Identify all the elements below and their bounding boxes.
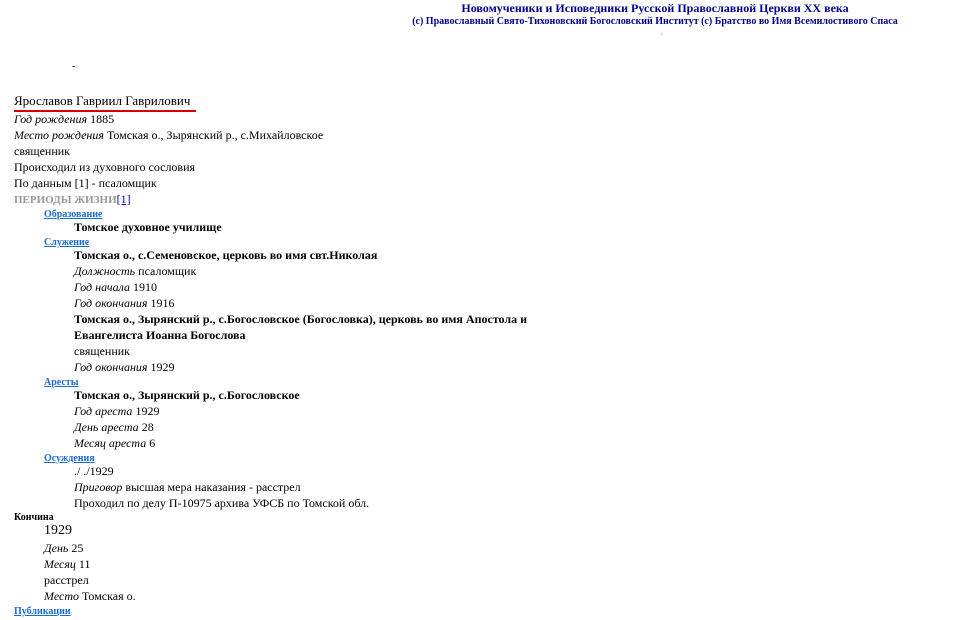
birth-place-label: Место рождения <box>14 128 104 142</box>
service-position-row <box>74 263 196 279</box>
sentences-link[interactable]: Осуждения <box>44 453 95 464</box>
origin-text: Происходил из духовного сословия <box>14 160 196 174</box>
death-month-row <box>44 556 90 572</box>
death-year: 1929 <box>44 523 72 538</box>
death-heading: Кончина <box>14 512 54 523</box>
sentence-verdict-label: Приговор <box>74 480 123 494</box>
arrest-year-value: 1929 <box>135 404 160 418</box>
birth-year-label: Год рождения <box>14 112 88 126</box>
service-place-2-line2: Евангелиста Иоанна Богослова <box>74 328 246 342</box>
data-note-text: По данным [1] - псаломщик <box>14 176 157 190</box>
birth-year-row <box>14 111 114 127</box>
arrest-place: Томская о., Зырянский р., с.Богословское <box>74 388 300 402</box>
birth-place-value: Томская о., Зырянский р., с.Михайловское <box>106 128 324 142</box>
service-position-label: Должность <box>74 264 136 278</box>
publications-heading[interactable] <box>14 602 71 620</box>
periods-ref-link[interactable]: [1] <box>116 192 131 206</box>
arrest-day-row <box>74 419 154 435</box>
death-day-label: День <box>44 541 69 555</box>
arrest-month-label: Месяц ареста <box>74 436 147 450</box>
death-place-label: Место <box>44 589 79 603</box>
service-position-value: псаломщик <box>138 264 197 278</box>
site-title: Новомученики и Исповедники Русской Православной Церкви XX века <box>461 1 849 15</box>
arrests-link[interactable]: Аресты <box>44 377 79 388</box>
arrest-month-value: 6 <box>149 436 156 450</box>
birth-year-value: 1885 <box>90 112 115 126</box>
birth-place-row <box>14 127 323 143</box>
service-end-row-2 <box>74 359 174 375</box>
death-cause: расстрел <box>44 573 89 587</box>
service-end-label-2: Год окончания <box>74 360 148 374</box>
arrest-year-row <box>74 403 159 419</box>
service-end-label-1: Год окончания <box>74 296 148 310</box>
sentence-verdict-row <box>74 479 301 495</box>
death-month-label: Месяц <box>44 557 76 571</box>
education-school: Томское духовное училище <box>74 220 222 234</box>
service-end-row-1 <box>74 295 174 311</box>
death-place-value: Томская о. <box>82 589 136 603</box>
dash-mark: - <box>72 61 76 72</box>
person-name-text: Ярославов Гавриил Гаврилович <box>14 93 191 108</box>
sentence-verdict-value: высшая мера наказания - расстрел <box>125 480 301 494</box>
service-place-2-line1: Томская о., Зырянский р., с.Богословское (Богословка), церковь во имя Апостола и <box>74 312 528 326</box>
arrest-day-value: 28 <box>141 420 154 434</box>
service-end-value-2: 1929 <box>150 360 175 374</box>
service-start-value: 1910 <box>133 280 158 294</box>
service-link[interactable]: Служение <box>44 237 90 248</box>
site-copyright: (c) Православный Свято-Тихоновский Богословский Институт (c) Братство во Имя Всемилостивого Спаса <box>412 16 898 27</box>
death-day-row <box>44 540 83 556</box>
arrest-day-label: День ареста <box>74 420 139 434</box>
sentence-date: ./ ./1929 <box>74 464 114 478</box>
role-text: священник <box>14 144 71 158</box>
service-start-label: Год начала <box>74 280 131 294</box>
service-start-row <box>74 279 157 295</box>
service-place-1: Томская о., с.Семеновское, церковь во имя свт.Николая <box>74 248 378 262</box>
service-end-value-1: 1916 <box>150 296 175 310</box>
death-day-value: 25 <box>71 541 84 555</box>
publications-link[interactable]: Публикации <box>14 606 71 617</box>
service-rank-2: священник <box>74 344 131 358</box>
person-name <box>14 93 196 112</box>
arrest-year-label: Год ареста <box>74 404 133 418</box>
sentence-case: Проходил по делу П-10975 архива УФСБ по Томской обл. <box>74 496 370 510</box>
education-link[interactable]: Образование <box>44 209 103 220</box>
death-month-value: 11 <box>78 557 91 571</box>
periods-title: ПЕРИОДЫ ЖИЗНИ <box>14 194 117 206</box>
header-dot: · <box>660 30 663 39</box>
